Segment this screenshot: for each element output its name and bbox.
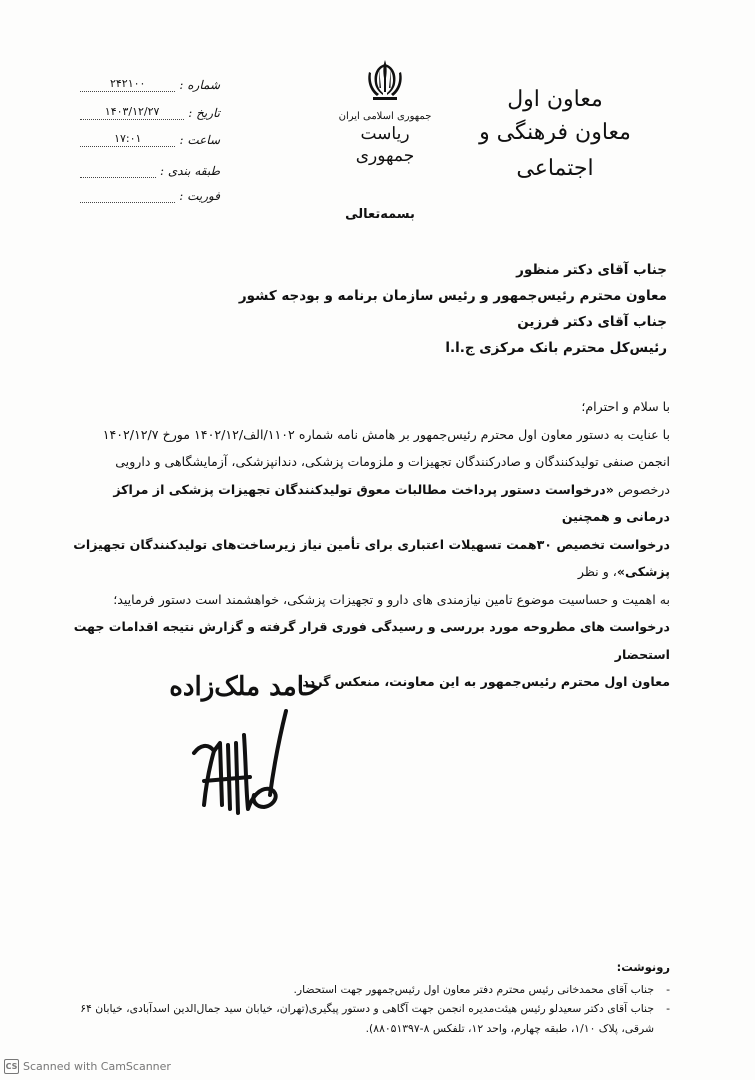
date-field: [80, 100, 220, 120]
camscanner-icon: CS: [4, 1059, 19, 1074]
office-title-line1: معاون اول: [507, 87, 603, 112]
body-line-7: معاون اول محترم رئیس‌جمهور به این معاونت، منعکس گردد.: [297, 674, 670, 689]
iran-emblem-icon: [363, 58, 407, 104]
emblem-country-name: جمهوری اسلامی ایران: [338, 111, 432, 122]
date-value: ۱۴۰۳/۱۲/۲۷: [80, 105, 184, 120]
number-field: [80, 72, 220, 92]
body-line-1: با عنایت به دستور معاون اول محترم رئیس‌جمهور بر هامش نامه شماره ۱۱۰۲/الف/۱۴۰۲/۱۲ مورخ ۱۴۰۲/۱۲/۷: [102, 426, 670, 442]
addressee-1-position: معاون محترم رئیس‌جمهور و رئیس سازمان برنامه و بودجه کشور: [238, 288, 667, 304]
watermark-text: Scanned with CamScanner: [23, 1060, 171, 1073]
date-label: تاریخ :: [188, 106, 220, 120]
time-label: ساعت :: [179, 133, 220, 147]
body-line-6: درخواست های مطروحه مورد بررسی و رسیدگی فوری قرار گرفته و گزارش نتیجه اقدامات جهت استحضار: [73, 619, 670, 662]
urgency-value: [80, 188, 175, 203]
body-line-4: [70, 531, 670, 586]
signatory-name: حامد ملک‌زاده: [169, 672, 321, 702]
presidency-emblem: [330, 58, 440, 167]
office-title-line2: معاون فرهنگی و اجتماعی: [479, 120, 631, 181]
body-line-4-tail: ، و نظر: [577, 564, 617, 579]
copy-recipient-1: - جناب آقای محمدخانی رئیس محترم دفتر معاون اول رئیس‌جمهور جهت استحضار.: [50, 980, 670, 1000]
number-value: ۲۴۲۱۰۰: [80, 77, 175, 92]
letter-body: [70, 393, 670, 696]
handwritten-signature: [190, 705, 320, 820]
office-title: [445, 85, 665, 187]
body-line-3-lead: درخصوص: [613, 481, 670, 497]
body-line-3: [70, 476, 670, 531]
bismillah-heading: بسمه‌تعالی: [345, 207, 415, 222]
copy-recipient-2-text: جناب آقای دکتر سعیدلو رئیس هیئت‌مدیره انجمن جهت آگاهی و دستور پیگیری(تهران، خیابان سید جمال‌الدین اسدآبادی، خیابان ۶۴ شرقی، پلاک ۱/۱۰، طبقه چهارم، واحد ۱۲، تلفکس ۸-۸۸۰۵۱۳۹۷).: [80, 1002, 654, 1035]
time-value: ۱۷:۰۱: [80, 132, 175, 147]
addressee-1-title: جناب آقای دکتر منظور: [516, 262, 667, 278]
urgency-label: فوریت :: [179, 189, 220, 203]
request-quote-end: درخواست تخصیص ۳۰همت تسهیلات اعتباری برای تأمین نیاز زیرساخت‌های تولیدکنندگان تجهیزات پزشکی»: [73, 536, 670, 579]
request-quote-start: «درخواست دستور پرداخت مطالبات معوق تولیدکنندگان تجهیزات پزشکی از مراکز درمانی و همچنین: [113, 481, 670, 524]
copies-title: رونوشت:: [616, 960, 670, 974]
copy-recipient-2: - جناب آقای دکتر سعیدلو رئیس هیئت‌مدیره انجمن جهت آگاهی و دستور پیگیری(تهران، خیابان سید جمال‌الدین اسدآبادی، خیابان ۶۴ شرقی، پلاک ۱/۱۰، طبقه چهارم، واحد ۱۲، تلفکس ۸-۸۸۰۵۱۳۹۷).: [50, 999, 670, 1038]
body-line-2: انجمن صنفی تولیدکنندگان و صادرکنندگان تجهیزات و ملزومات پزشکی، دندانپزشکی، آزمایشگاهی و دارویی: [115, 454, 670, 469]
copies-section: [50, 958, 670, 1038]
greeting: با سلام و احترام؛: [581, 399, 670, 414]
addressee-2-title: جناب آقای دکتر فرزین: [517, 314, 667, 330]
number-label: شماره :: [179, 78, 220, 92]
classification-value: [80, 163, 156, 178]
body-line-5: به اهمیت و حساسیت موضوع تامین نیازمندی های دارو و تجهیزات پزشکی، خواهشمند است دستور فرمایید؛: [113, 591, 670, 607]
classification-field: [80, 158, 220, 178]
copy-recipient-1-text: جناب آقای محمدخانی رئیس محترم دفتر معاون اول رئیس‌جمهور جهت استحضار.: [293, 982, 654, 996]
addressee-2-position: رئیس‌کل محترم بانک مرکزی ج.ا.ا: [445, 340, 667, 356]
camscanner-watermark: [4, 1059, 171, 1074]
time-field: [80, 127, 220, 147]
emblem-presidency: ریاست جمهوری: [355, 124, 415, 166]
urgency-field: [80, 183, 220, 203]
classification-label: طبقه بندی :: [160, 164, 220, 178]
